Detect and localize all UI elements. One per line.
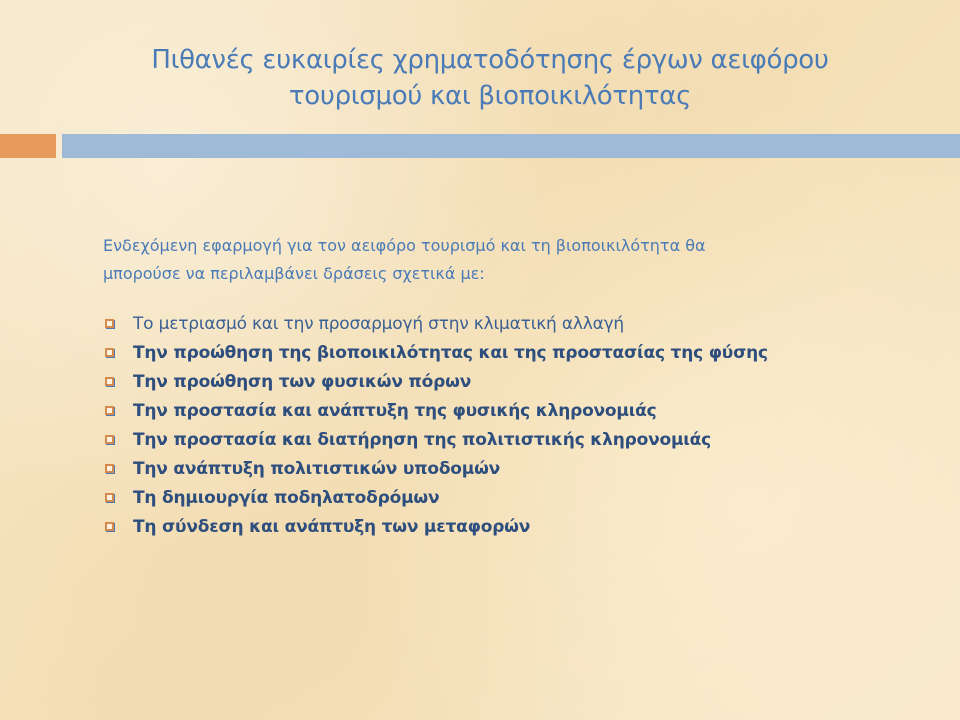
bullet-item xyxy=(103,368,923,397)
accent-band-orange xyxy=(0,134,56,158)
bullet-label: Την προστασία και διατήρηση της πολιτιστικής κληρονομιάς xyxy=(133,430,712,450)
bullet-label: Τη δημιουργία ποδηλατοδρόμων xyxy=(133,488,440,508)
square-bullet-icon xyxy=(105,464,114,473)
square-bullet-icon xyxy=(105,493,114,502)
bullet-list xyxy=(103,310,923,542)
square-bullet-icon xyxy=(105,348,114,357)
square-bullet-icon xyxy=(105,435,114,444)
square-bullet-icon xyxy=(105,406,114,415)
intro-line-1: Ενδεχόμενη εφαρμογή για τον αειφόρο τουρισμό και τη βιοποικιλότητα θα xyxy=(103,236,706,255)
bullet-label: Την ανάπτυξη πολιτιστικών υποδομών xyxy=(133,459,501,479)
bullet-item xyxy=(103,310,923,339)
bullet-item xyxy=(103,455,923,484)
square-bullet-icon xyxy=(105,522,114,531)
bullet-item xyxy=(103,397,923,426)
bullet-label: Την προώθηση της βιοποικιλότητας και της προστασίας της φύσης xyxy=(133,343,768,363)
bullet-item xyxy=(103,484,923,513)
bullet-item xyxy=(103,513,923,542)
bullet-label: Την προστασία και ανάπτυξη της φυσικής κληρονομιάς xyxy=(133,401,657,421)
slide-title xyxy=(90,42,890,114)
intro-text xyxy=(103,232,883,288)
square-bullet-icon xyxy=(105,377,114,386)
square-bullet-icon xyxy=(105,319,114,328)
bullet-label: Τη σύνδεση και ανάπτυξη των μεταφορών xyxy=(133,517,531,537)
accent-band-blue xyxy=(62,134,960,158)
bullet-label: Το μετριασμό και την προσαρμογή στην κλιματική αλλαγή xyxy=(133,314,625,334)
slide-title-line-1: Πιθανές ευκαιρίες χρηματοδότησης έργων αειφόρου xyxy=(151,45,829,75)
bullet-item xyxy=(103,339,923,368)
slide-title-line-2: τουρισμού και βιοποικιλότητας xyxy=(288,81,692,111)
intro-line-2: μπορούσε να περιλαμβάνει δράσεις σχετικά με: xyxy=(103,264,485,283)
bullet-label: Την προώθηση των φυσικών πόρων xyxy=(133,372,472,392)
bullet-item xyxy=(103,426,923,455)
